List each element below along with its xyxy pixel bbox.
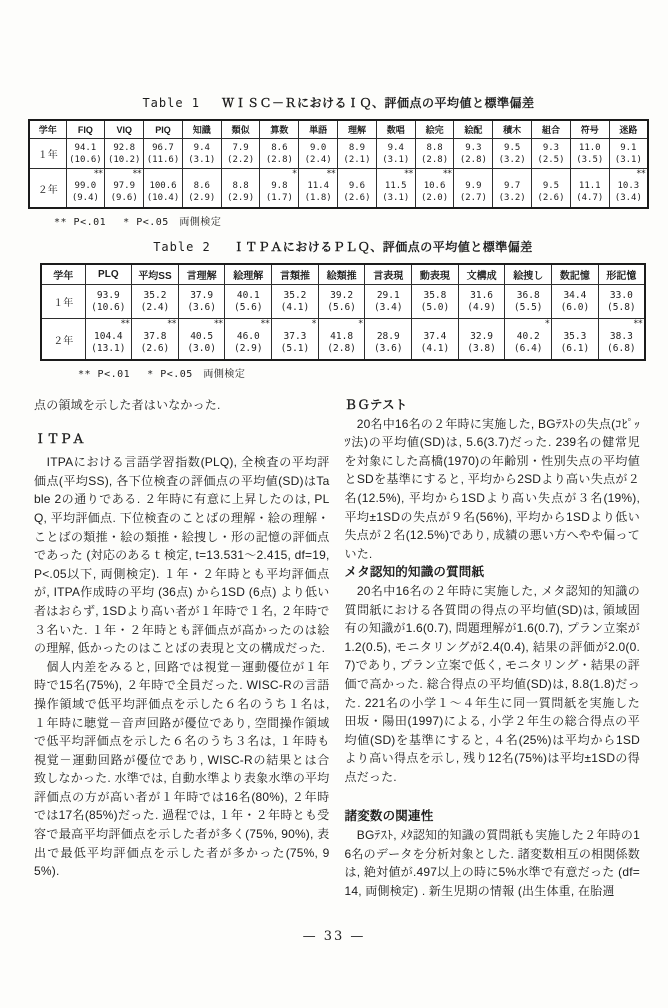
sd-value: (4.1) [420, 343, 450, 354]
column-header: PLQ [85, 264, 132, 285]
stat-cell [598, 285, 645, 319]
stat-cell [454, 139, 493, 169]
column-header: 絵捜し [505, 264, 552, 285]
significance-marker: * [291, 169, 297, 179]
mean-value: 35.8 [423, 290, 447, 301]
stat-cell [299, 139, 338, 169]
significance-marker: * [311, 319, 316, 329]
mean-value: 9.4 [387, 143, 404, 153]
table1-footnote: ** P<.01 * P<.05 両側検定 [54, 217, 222, 228]
page-number: — 33 — [302, 929, 366, 944]
mean-value: 99.0 [74, 181, 97, 191]
stat-cell [85, 319, 132, 361]
sd-value: (5.0) [420, 302, 450, 313]
mean-value: 35.2 [283, 290, 307, 301]
mean-value: 37.8 [143, 331, 167, 342]
mean-value: 35.3 [563, 331, 587, 342]
header-row [29, 120, 648, 139]
mean-value: 28.9 [376, 331, 400, 342]
sd-value: (10.6) [91, 302, 126, 313]
significance-marker: * [358, 319, 363, 329]
table-row [41, 319, 645, 361]
sd-value: (3.2) [498, 155, 526, 165]
mean-value: 35.2 [143, 290, 167, 301]
significance-marker: ** [442, 169, 452, 179]
sd-value: (6.0) [560, 302, 590, 313]
table2-footnote: ** P<.01 * P<.05 両側検定 [78, 369, 246, 380]
row-label: １年 [29, 139, 66, 169]
stat-cell [132, 285, 179, 319]
sd-value: (9.6) [110, 193, 138, 203]
metacognition-section-heading: メタ認知的知識の質問紙 [344, 565, 485, 580]
sd-value: (2.9) [227, 193, 255, 203]
mean-value: 9.4 [193, 143, 210, 153]
stat-cell [182, 169, 221, 209]
sd-value: (3.1) [382, 155, 410, 165]
sd-value: (2.8) [265, 155, 293, 165]
significance-marker: ** [403, 169, 413, 179]
column-header: PIQ [144, 120, 183, 139]
column-header: 単語 [299, 120, 338, 139]
column-header: 類似 [221, 120, 260, 139]
stat-cell [552, 319, 599, 361]
variable-relations-paragraph: BGﾃｽﾄ, ﾒﾀ認知的知識の質問紙も実施した２年時の16名のデータを分析対象とした. 諸変数相互の相関係数は, 絶対値が.497以上の時に5%水準で有意だった (df=14, 両側検定) . 新生児期の情報 (出生体重, 在胎週 [344, 828, 640, 898]
mean-value: 9.7 [504, 181, 521, 191]
mean-value: 40.1 [236, 290, 260, 301]
sd-value: (2.1) [343, 155, 371, 165]
significance-marker: ** [132, 169, 142, 179]
itpa-paragraph-1: ITPAにおける言語学習指数(PLQ), 全検査の平均評価点(平均SS), 各下位検査の評価点の平均値(SD)はTable 2の通りである. ２年時に有意に上昇したのは, PLQ, 平均評価点. 下位検査のことばの理解・絵の理解・ことばの類推・絵の類推・絵捜し・形の記憶の評価点であった (対応のあるｔ検定, t=13.531～2.415, df=19, P<.05以下, 両側検定). １年・２年時とも平均評価点が, ITPA作成時の平均 (36点) から1SD (6点) より低い者はおらず, 1SDより高い者が１年時で１名, ２年時で３名いた. １年・２年時とも評価点が高かったのは絵の理解, 低かったのはことばの表現と文の構成だった. [34, 455, 330, 656]
mean-value: 37.9 [190, 290, 214, 301]
mean-value: 96.7 [152, 143, 174, 153]
stat-cell [570, 169, 609, 209]
stat-cell [299, 169, 338, 209]
stat-cell [144, 139, 183, 169]
column-header: 数記憶 [552, 264, 599, 285]
stat-cell [225, 319, 272, 361]
mean-value: 94.1 [74, 143, 97, 153]
mean-value: 37.4 [423, 331, 447, 342]
stat-cell [132, 319, 179, 361]
sd-value: (10.2) [107, 155, 141, 165]
sd-value: (2.8) [421, 155, 449, 165]
table1-title [28, 94, 649, 111]
column-header: 文構成 [458, 264, 505, 285]
stat-cell [412, 319, 459, 361]
mean-value: 104.4 [94, 331, 123, 342]
column-header: 絵類推 [318, 264, 365, 285]
sd-value: (1.8) [304, 193, 332, 203]
sd-value: (3.6) [373, 343, 403, 354]
significance-marker: ** [326, 169, 336, 179]
sd-value: (2.9) [188, 193, 216, 203]
column-header: 言理解 [178, 264, 225, 285]
stat-cell [260, 139, 299, 169]
mean-value: 9.3 [542, 143, 560, 153]
mean-value: 10.3 [617, 181, 640, 191]
stat-cell [221, 139, 260, 169]
stat-cell [178, 285, 225, 319]
sd-value: (9.4) [71, 193, 99, 203]
mean-value: 33.0 [609, 290, 633, 301]
sd-value: (2.7) [459, 193, 487, 203]
mean-value: 34.4 [563, 290, 587, 301]
column-header: 迷路 [609, 120, 648, 139]
stat-cell [182, 139, 221, 169]
stat-cell [318, 319, 365, 361]
stat-cell [338, 169, 377, 209]
sd-value: (10.4) [146, 193, 180, 203]
stat-cell [221, 169, 260, 209]
sd-value: (11.6) [146, 155, 180, 165]
bg-test-section-heading: ＢＧテスト [344, 398, 408, 412]
stat-cell [552, 285, 599, 319]
sd-value: (5.1) [280, 343, 310, 354]
right-column [345, 396, 641, 900]
table1-caption: ＷＩＳＣ－ＲにおけるＩＱ、評価点の平均値と標準偏差 [222, 96, 535, 110]
intro-continuation-paragraph: 点の領域を示した者はいなかった. [34, 398, 221, 412]
sd-value: (2.6) [343, 193, 371, 203]
stat-cell [105, 139, 144, 169]
column-header: 算数 [260, 120, 299, 139]
column-header: 学年 [41, 264, 85, 285]
stat-cell [493, 139, 532, 169]
stat-cell [454, 169, 493, 209]
table1-section [28, 94, 649, 228]
column-header: 動表現 [412, 264, 459, 285]
significance-marker: ** [260, 319, 270, 329]
stat-cell [505, 319, 552, 361]
mean-value: 46.0 [236, 331, 260, 342]
column-header: 符号 [570, 120, 609, 139]
sd-value: (6.4) [513, 343, 543, 354]
mean-value: 9.9 [465, 181, 482, 191]
table2-section [40, 238, 646, 380]
row-label: ２年 [41, 319, 85, 361]
sd-value: (2.8) [459, 155, 487, 165]
sd-value: (2.8) [327, 343, 356, 354]
stat-cell [458, 319, 505, 361]
itpa-results-table [40, 263, 646, 361]
mean-value: 11.5 [384, 181, 407, 191]
column-header: 積木 [493, 120, 532, 139]
significance-marker: ** [93, 169, 103, 179]
stat-cell [376, 169, 415, 209]
stat-cell [458, 285, 505, 319]
stat-cell [272, 285, 319, 319]
mean-value: 9.6 [348, 181, 366, 191]
stat-cell [415, 139, 454, 169]
sd-value: (3.5) [576, 155, 604, 165]
sd-value: (3.1) [614, 155, 642, 165]
mean-value: 9.3 [465, 143, 482, 153]
stat-cell [493, 169, 532, 209]
sd-value: (3.4) [614, 193, 642, 203]
significance-marker: ** [120, 319, 130, 329]
mean-value: 31.6 [470, 290, 494, 301]
sd-value: (3.1) [188, 155, 216, 165]
column-header: VIQ [105, 120, 144, 139]
stat-cell [338, 139, 377, 169]
mean-value: 36.8 [516, 290, 540, 301]
sd-value: (2.4) [304, 155, 332, 165]
column-header: 絵完 [415, 120, 454, 139]
itpa-section-heading: ＩＴＰＡ [34, 431, 85, 446]
table2-label: Table 2 [153, 240, 211, 254]
mean-value: 8.6 [271, 143, 288, 153]
column-header: 組合 [532, 120, 571, 139]
mean-value: 11.1 [578, 181, 601, 191]
sd-value: (2.2) [227, 155, 255, 165]
mean-value: 10.6 [423, 181, 446, 191]
significance-marker: ** [213, 319, 223, 329]
stat-cell [225, 285, 272, 319]
wisc-r-results-table [28, 119, 649, 209]
sd-value: (6.8) [607, 343, 636, 354]
stat-cell [598, 319, 645, 361]
column-header: 知識 [182, 120, 221, 139]
mean-value: 39.2 [330, 290, 354, 301]
mean-value: 97.9 [113, 181, 136, 191]
mean-value: 38.3 [609, 331, 633, 342]
significance-marker: ** [166, 319, 176, 329]
sd-value: (2.6) [537, 193, 565, 203]
mean-value: 8.6 [193, 181, 210, 191]
stat-cell [609, 169, 648, 209]
significance-marker: * [544, 319, 550, 329]
mean-value: 37.3 [283, 331, 307, 342]
sd-value: (3.1) [382, 193, 410, 203]
stat-cell [178, 319, 225, 361]
sd-value: (5.6) [327, 302, 356, 313]
sd-value: (3.2) [498, 193, 526, 203]
mean-value: 9.5 [542, 181, 560, 191]
stat-cell [532, 139, 571, 169]
column-header: 学年 [29, 120, 66, 139]
row-label: １年 [41, 285, 85, 319]
mean-value: 7.9 [232, 143, 249, 153]
sd-value: (4.1) [280, 302, 310, 313]
sd-value: (3.0) [187, 343, 216, 354]
mean-value: 92.8 [113, 143, 136, 153]
sd-value: (1.7) [265, 193, 293, 203]
mean-value: 40.2 [516, 331, 540, 342]
mean-value: 9.8 [271, 181, 288, 191]
header-row [41, 264, 645, 285]
table2-caption: ＩＴＰＡにおけるＰＬＱ、評価点の平均値と標準偏差 [232, 240, 533, 254]
table-row [29, 139, 648, 169]
column-header: 絵理解 [225, 264, 272, 285]
stat-cell [505, 285, 552, 319]
table1-label: Table 1 [142, 96, 201, 110]
stat-cell [144, 169, 183, 209]
mean-value: 9.1 [620, 143, 637, 153]
sd-value: (2.5) [537, 155, 565, 165]
mean-value: 40.5 [190, 331, 214, 342]
variable-relations-section-heading: 諸変数の関連性 [344, 809, 434, 824]
mean-value: 29.1 [376, 290, 400, 301]
body-text [34, 396, 640, 900]
mean-value: 9.5 [504, 143, 521, 153]
row-label: ２年 [29, 169, 66, 209]
mean-value: 8.9 [348, 143, 366, 153]
table-row [41, 285, 645, 319]
sd-value: (6.1) [560, 343, 590, 354]
sd-value: (4.7) [576, 193, 604, 203]
table2-title [40, 238, 646, 255]
stat-cell [609, 139, 648, 169]
column-header: 言類推 [272, 264, 319, 285]
metacognition-paragraph: 20名中16名の２年時に実施した, メタ認知的知識の質問紙における各質問の得点の平均値(SD)は, 領域固有の知識が1.6(0.7), 問題理解が1.6(0.7), プラン立案が1.2(0.5), モニタリングが2.4(0.4), 結果の評価が2.0(0.7)であり, プラン立案で低く, モニタリング・結果の評価で高かった. 総合得点の平均値(SD)は, 8.8(1.8)だった. 221名の小学１～４年生に同一質問紙を実施した田坂・陽田(1997)による, 小学２年生の総合得点の平均値(SD)を基準にすると, ４名(25%)は平均から1SDより高い得点を示し, 残り12名(75%)は平均±1SDの得点だった. [344, 583, 640, 784]
sd-value: (5.6) [233, 302, 263, 313]
itpa-paragraph-2: 個人内差をみると, 回路では視覚－運動優位が１年時で15名(75%), ２年時で全員だった. WISC-Rの言語操作領域で低平均評価点を示した６名のうち１名は, １年時に聴覚－音声回路が優位であり, 空間操作領域で低平均評価点を示した６名のうち３名は, １年時も視覚－運動回路が優位であり, WISC-Rの結果とは合致しなかった. 水準では, 自動水準より表象水準の平均評価点の方が高い者が１年時では16名(80%), ２年時では17名(85%)だった. 過程では, １年・２年時とも受容で最高平均評価点を示した者が多く(75%, 90%), 表出で最低平均評価点を示した者が多かった(75%, 95%). [34, 659, 330, 879]
significance-marker: ** [633, 319, 642, 329]
sd-value: (3.4) [373, 302, 403, 313]
sd-value: (2.4) [140, 302, 170, 313]
significance-marker: ** [636, 169, 645, 179]
mean-value: 100.6 [149, 181, 177, 191]
sd-value: (2.0) [421, 193, 449, 203]
column-header: FIQ [66, 120, 105, 139]
mean-value: 93.9 [96, 290, 120, 301]
mean-value: 8.8 [426, 143, 443, 153]
bg-test-paragraph: 20名中16名の２年時に実施した, BGﾃｽﾄの失点(ｺﾋﾟｯﾂ法)の平均値(SD)は, 5.6(3.7)だった. 239名の健常児を対象にした高橋(1970)の年齢別・性別失点の平均値とSDを基準にすると, 平均から2SDより高い失点が２名(12.5%), 平均から1SDより高い失点が３名(19%), 平均±1SDの失点が９名(56%), 平均から1SDより低い失点が２名(12.5%)であり, 成績の悪い方へやや偏っていた. [344, 416, 640, 561]
sd-value: (3.6) [187, 302, 216, 313]
stat-cell [365, 319, 412, 361]
mean-value: 32.9 [470, 331, 494, 342]
column-header: 数唱 [376, 120, 415, 139]
column-header: 絵配 [454, 120, 493, 139]
stat-cell [66, 169, 105, 209]
stat-cell [532, 169, 571, 209]
stat-cell [66, 139, 105, 169]
stat-cell [412, 285, 459, 319]
sd-value: (5.5) [513, 302, 543, 313]
sd-value: (2.6) [140, 343, 170, 354]
mean-value: 11.4 [307, 181, 330, 191]
stat-cell [318, 285, 365, 319]
sd-value: (4.9) [467, 302, 496, 313]
left-column [34, 396, 330, 900]
stat-cell [570, 139, 609, 169]
stat-cell [105, 169, 144, 209]
column-header: 平均SS [132, 264, 179, 285]
mean-value: 41.8 [330, 331, 354, 342]
stat-cell [85, 285, 132, 319]
stat-cell [260, 169, 299, 209]
mean-value: 8.8 [232, 181, 249, 191]
mean-value: 11.0 [578, 143, 601, 153]
sd-value: (2.9) [233, 343, 263, 354]
sd-value: (13.1) [91, 343, 126, 354]
column-header: 形記憶 [598, 264, 645, 285]
stat-cell [415, 169, 454, 209]
stat-cell [272, 319, 319, 361]
table-row [29, 169, 648, 209]
column-header: 言表現 [365, 264, 412, 285]
sd-value: (5.8) [607, 302, 636, 313]
column-header: 理解 [338, 120, 377, 139]
stat-cell [376, 139, 415, 169]
sd-value: (10.6) [69, 155, 102, 165]
sd-value: (3.8) [467, 343, 496, 354]
stat-cell [365, 285, 412, 319]
mean-value: 9.0 [310, 143, 327, 153]
